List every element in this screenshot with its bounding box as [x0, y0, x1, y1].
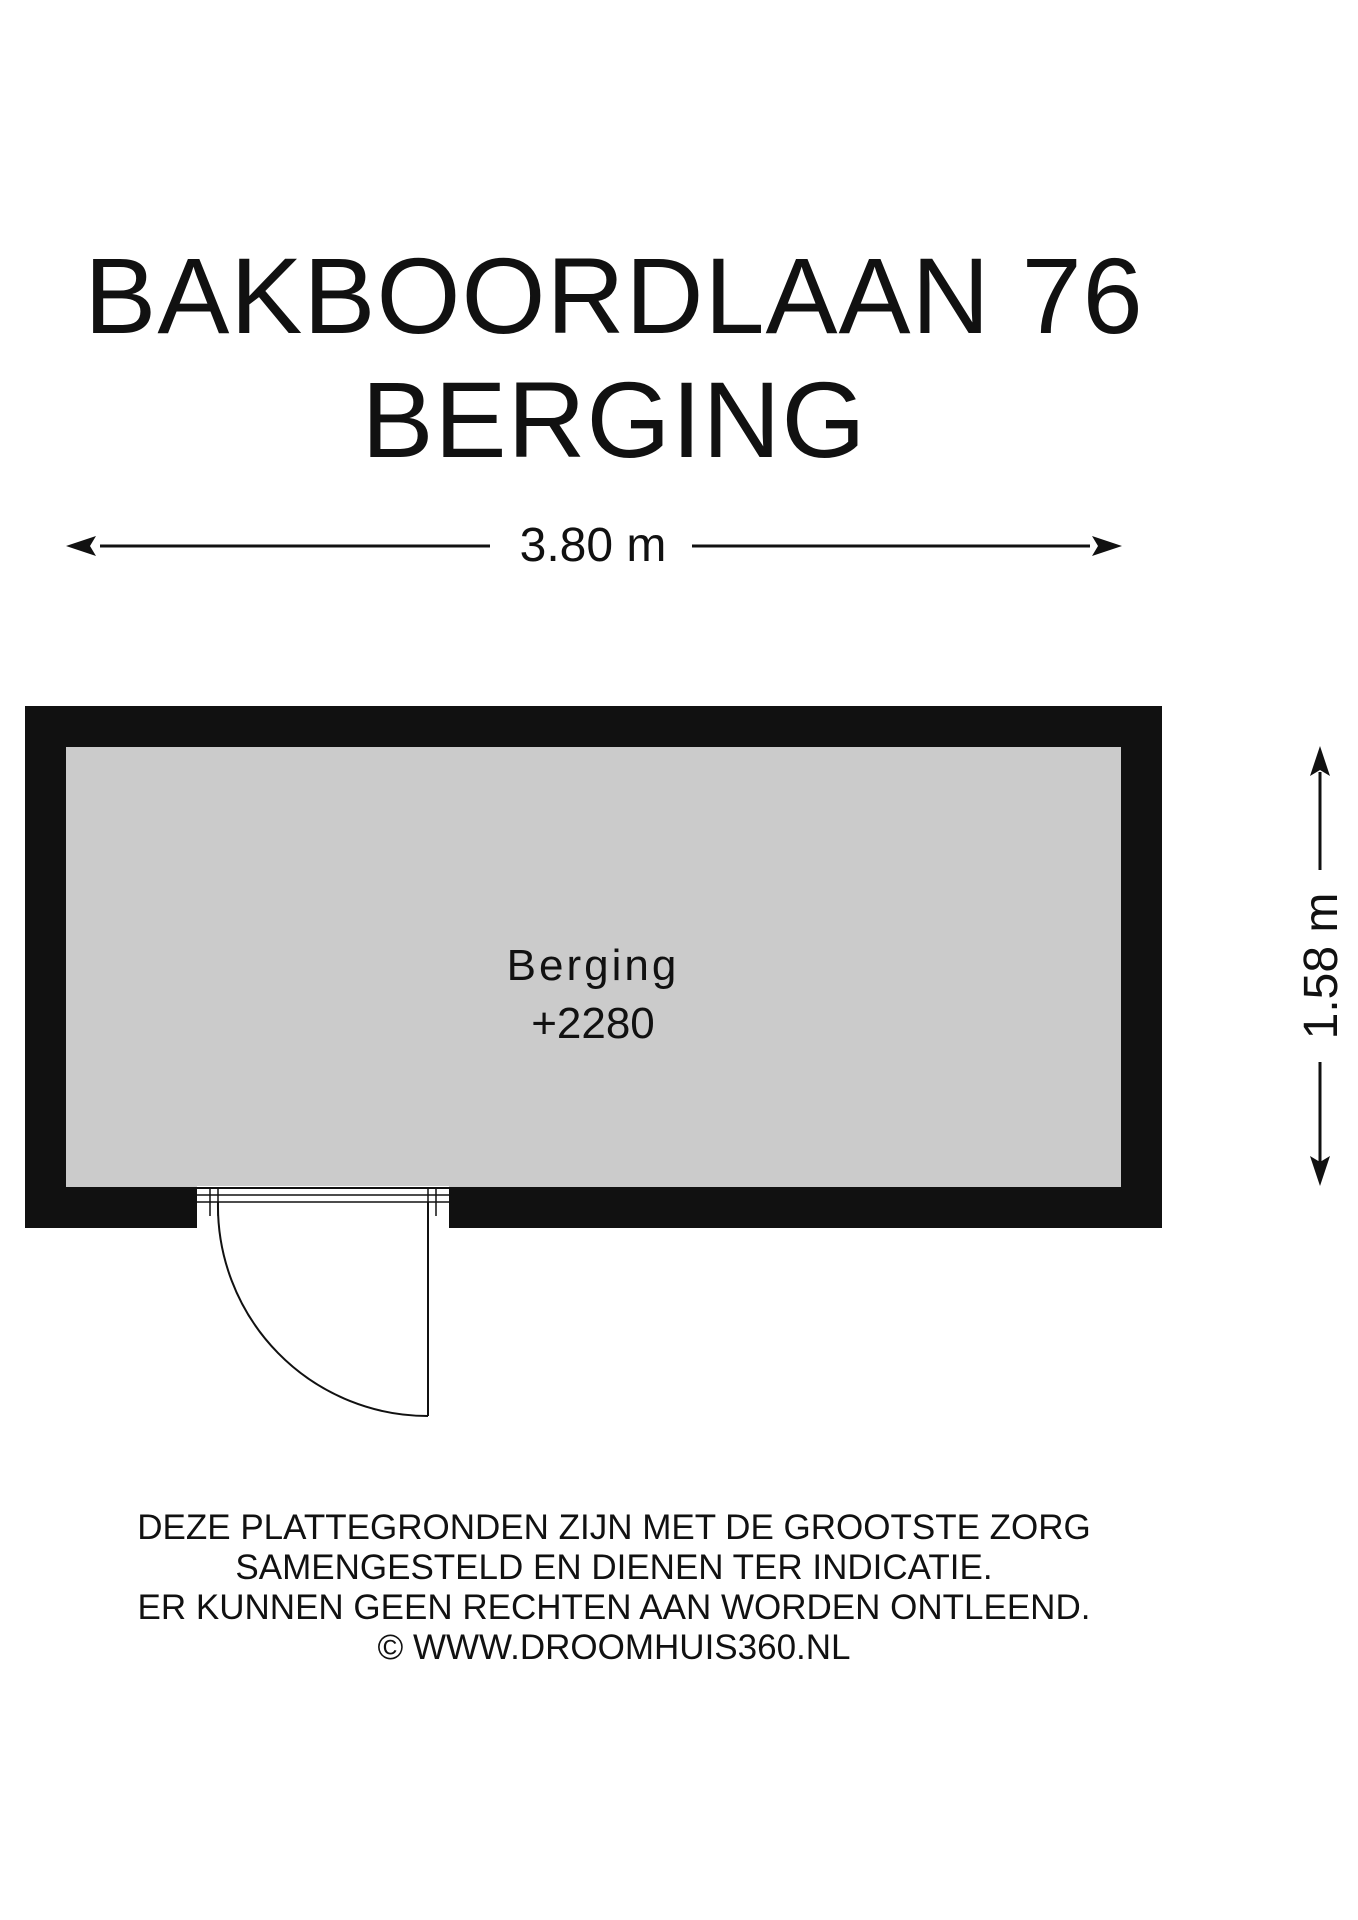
room-level-label: +2280 [531, 999, 655, 1048]
door-swing-arc [218, 1202, 428, 1416]
disclaimer [0, 1508, 1228, 1668]
height-dimension [1295, 746, 1348, 1186]
disclaimer-line: DEZE PLATTEGRONDEN ZIJN MET DE GROOTSTE ZORG [137, 1508, 1091, 1547]
room-name-label: Berging [506, 941, 680, 990]
disclaimer-line: SAMENGESTELD EN DIENEN TER INDICATIE. [235, 1548, 993, 1587]
disclaimer-line: ER KUNNEN GEEN RECHTEN AAN WORDEN ONTLEEND. [137, 1588, 1091, 1627]
width-dimension [66, 519, 1122, 572]
height-arrow-top-icon [1310, 746, 1330, 776]
width-arrow-right-icon [1092, 536, 1122, 556]
height-dimension-label: 1.58 m [1295, 892, 1348, 1040]
width-dimension-label: 3.80 m [519, 519, 667, 572]
copyright-line: © WWW.DROOMHUIS360.NL [377, 1628, 851, 1667]
plan-title-address: BAKBOORDLAAN 76 [84, 235, 1144, 356]
plan-title-room: BERGING [361, 359, 867, 480]
door-opening [197, 1186, 449, 1229]
door-swing [218, 1202, 428, 1416]
width-arrow-left-icon [66, 536, 96, 556]
